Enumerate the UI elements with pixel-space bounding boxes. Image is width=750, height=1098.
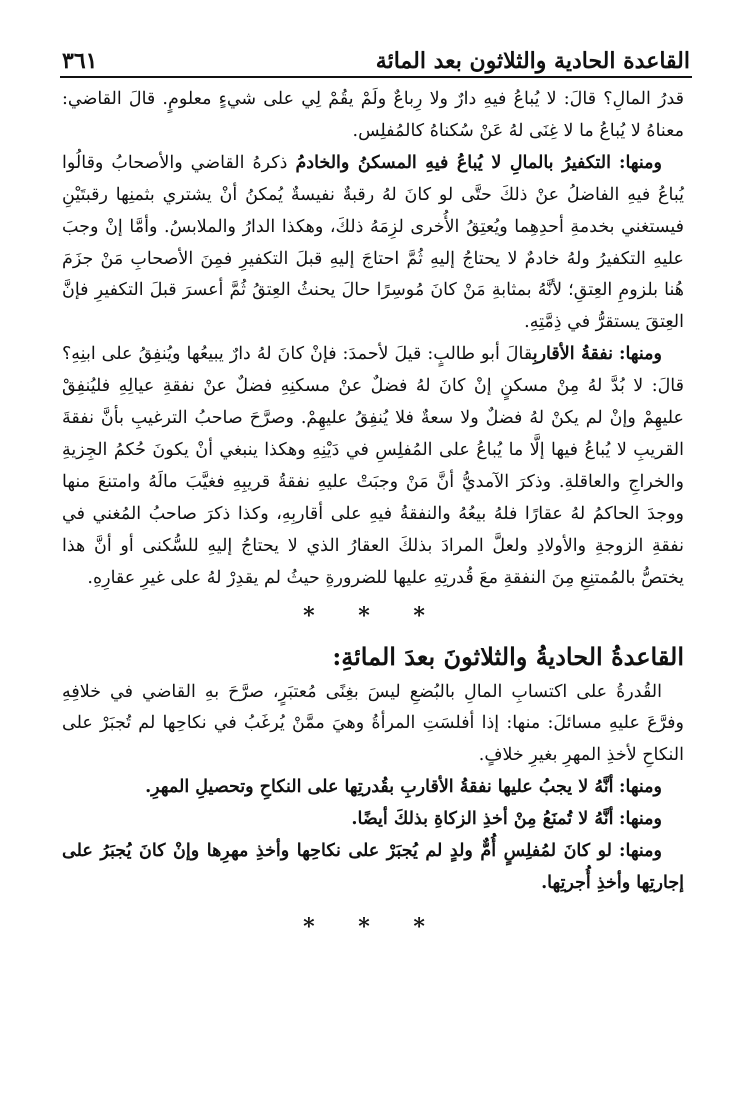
header-rule bbox=[60, 76, 692, 78]
paragraph bbox=[62, 339, 684, 594]
lead-word: ومنها: bbox=[619, 841, 662, 862]
ruling-text: لو كانَ لمُفلِسٍ أُمٌّ ولدٍ لم يُجبَرْ على نكاحِها وأخذِ مهرِها وإنْ كانَ يُجبَرُ على إجارتِها وأخذِ أُجرتِها. bbox=[62, 841, 684, 893]
ruling-heading: نفقةُ الأقاربِ bbox=[532, 344, 614, 365]
section-title: القاعدةُ الحاديةُ والثلاثونَ بعدَ المائةِ: bbox=[332, 641, 684, 671]
paragraph bbox=[62, 148, 684, 339]
paragraph-text: ذكرهُ القاضي والأصحابُ وقالُوا يُباعُ فيهِ الفاضلُ عنْ ذلكَ حتَّى لو كانَ لهُ رقبةٌ نفيسةٌ يُمكنُ أنْ يشتري بثمنِها رقبتَيْنِ فيستغني بخدمةِ أحدِهِما ويُعتِقُ الأُخرى لزِمَهُ ذلكَ، وهكذا الدارُ والملابسُ. وأمَّا إنْ وجبَ عليهِ التكفيرُ ولهُ خادمٌ لا يحتاجُ إليهِ ثُمَّ احتاجَ إليهِ قبلَ التكفيرِ فمِنَ الأصحابِ مَنْ جزَمَ هُنا بلزومِ العِتقِ؛ لأنَّهُ بمثابةِ مَنْ كانَ مُوسِرًا حالَ يحنثُ العِتقُ ثُمَّ أعسرَ قبلَ التكفيرِ فإنَّ العِتقَ يستقرُّ في ذِمَّتِهِ. bbox=[62, 152, 684, 333]
lead-word: ومنها: bbox=[619, 809, 662, 830]
lead-word: ومنها: bbox=[619, 777, 662, 798]
running-title: القاعدة الحادية والثلاثون بعد المائة bbox=[375, 48, 690, 74]
page-body bbox=[62, 84, 684, 942]
paragraph: قدرُ المالِ؟ قالَ: لا يُباعُ فيهِ دارٌ ولا رِباعٌ ولَمْ يقُمْ لِي على شيءٍ معلومٍ. قالَ القاضي: معناهُ لا يُباعُ ما لا غِنَى لهُ عَنْ سُكناهُ كالمُفلِس. bbox=[62, 89, 684, 141]
ruling-text: أنَّهُ لا تُمنَعُ مِنْ أخذِ الزكاةِ بذلكَ أيضًا. bbox=[351, 809, 614, 830]
paragraph bbox=[62, 772, 684, 804]
paragraph bbox=[62, 836, 684, 900]
lead-word: ومنها: bbox=[619, 152, 662, 173]
paragraph-text: قالَ أبو طالبٍ: قيلَ لأحمدَ: فإنْ كانَ لهُ دارٌ يبيعُها ويُنفِقُ على ابنِهِ؟ قالَ: لا بُدَّ لهُ مِنْ مسكنٍ إنْ كانَ لهُ فضلٌ عنْ مسكنِهِ فضلٌ عنْ نفقةِ عيالِهِ فليُنفِقْ عليهِمْ وإنْ لم يكنْ لهُ فضلٌ ولا سعةٌ فلا يُنفِقُ عليهِمْ. وصرَّحَ صاحبُ الترغيبِ بأنَّ نفقةَ القريبِ لا يُباعُ فيها إلَّا ما يُباعُ على المُفلِسِ في دَيْنِهِ وهكذا ينبغي أنْ يكونَ حُكمُ الجِزيةِ والخراجِ والعاقلةِ. وذكرَ الآمديُّ أنَّ مَنْ وجبَتْ عليهِ نفقةُ قريبِهِ فغيَّبَ مالَهُ وامتنعَ منها ووجدَ الحاكمُ لهُ عقارًا فلهُ بيعُهُ والنفقةُ فيهِ على أقاربِهِ، وكذا ذكرَ صاحبُ المُغني في نفقةِ الزوجةِ والأولادِ ولعلَّ المرادَ بذلكَ العقارُ الذي لا يحتاجُ إليهِ للسُّكنى أو أنَّ هذا يختصُّ بالمُمتنِعِ مِنَ النفقةِ معَ قُدرتِهِ عليها للضرورةِ حيثُ لم يقدِرْ لهُ على غيرِ عقارِهِ. bbox=[62, 344, 684, 588]
paragraph bbox=[62, 804, 684, 836]
paragraph: القُدرةُ على اكتسابِ المالِ بالبُضعِ ليسَ بغِنًى مُعتبَرٍ، صرَّحَ بهِ القاضي في خلافِهِ وفرَّعَ عليهِ مسائلَ: منها: إذا أفلسَتِ المرأةُ وهيَ ممَّنْ يُرغَبُ في نكاحِها لم تُجبَرْ على النكاحِ لأخذِ المهرِ بغيرِ خلافٍ. bbox=[62, 681, 684, 766]
page-number: ٣٦١ bbox=[62, 48, 98, 74]
ruling-heading: التكفيرُ بالمالِ لا يُباعُ فيهِ المسكنُ والخادمُ bbox=[295, 152, 611, 173]
page-header bbox=[62, 34, 690, 74]
lead-word: ومنها: bbox=[619, 344, 662, 365]
section-separator: * * * bbox=[303, 913, 443, 940]
section-separator: * * * bbox=[303, 602, 443, 629]
ruling-text: أنَّهُ لا يجبُ عليها نفقةُ الأقاربِ بقُدرتِها على النكاحِ وتحصيلِ المهرِ. bbox=[145, 777, 614, 798]
